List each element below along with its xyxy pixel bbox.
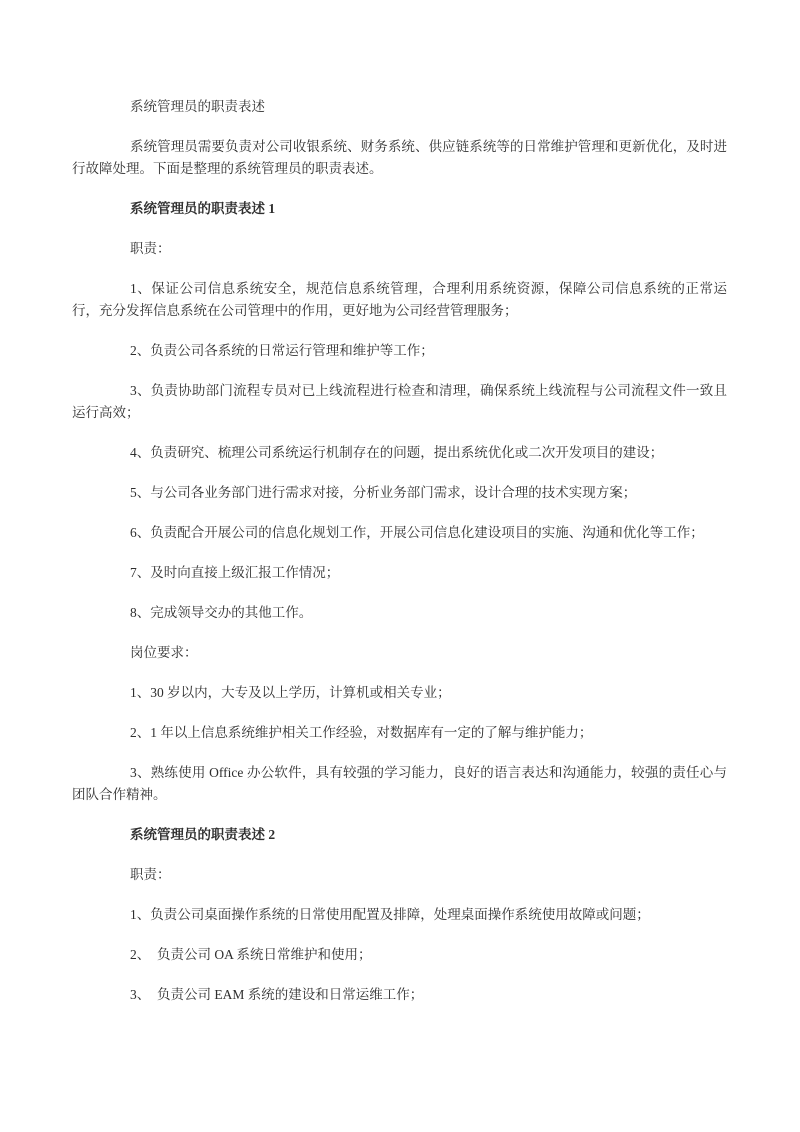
section1-duty-item: 3、负责协助部门流程专员对已上线流程进行检查和清理，确保系统上线流程与公司流程文件一致且运行高效； xyxy=(72,383,727,420)
section1-duties-label: 职责： xyxy=(130,241,171,256)
section1-duty-item: 7、及时向直接上级汇报工作情况； xyxy=(130,565,340,580)
section2-duty-item: 1、负责公司桌面操作系统的日常使用配置及排障，处理桌面操作系统使用故障或问题； xyxy=(130,907,650,922)
section1-duty-item: 6、负责配合开展公司的信息化规划工作，开展公司信息化建设项目的实施、沟通和优化等工作； xyxy=(130,525,704,540)
section1-duty-item: 1、保证公司信息系统安全，规范信息系统管理，合理利用系统资源，保障公司信息系统的正常运行，充分发挥信息系统在公司管理中的作用，更好地为公司经营管理服务； xyxy=(72,281,727,318)
section2-duty-item: 2、 负责公司 OA 系统日常维护和使用； xyxy=(130,947,372,962)
doc-title: 系统管理员的职责表述 xyxy=(130,99,265,114)
section1-duty-item: 4、负责研究、梳理公司系统运行机制存在的问题，提出系统优化或二次开发项目的建设； xyxy=(130,445,664,460)
section2-heading: 系统管理员的职责表述 2 xyxy=(130,827,276,842)
intro-paragraph: 系统管理员需要负责对公司收银系统、财务系统、供应链系统等的日常维护管理和更新优化，及时进行故障处理。下面是整理的系统管理员的职责表述。 xyxy=(72,139,727,176)
section1-requirements-label: 岗位要求： xyxy=(130,645,198,660)
section1-requirement-item: 1、30 岁以内，大专及以上学历，计算机或相关专业； xyxy=(130,685,451,700)
section1-duty-item: 2、负责公司各系统的日常运行管理和维护等工作； xyxy=(130,343,434,358)
section1-requirement-item: 3、熟练使用 Office 办公软件，具有较强的学习能力，良好的语言表达和沟通能力，较强的责任心与团队合作精神。 xyxy=(72,765,727,802)
section1-duty-item: 5、与公司各业务部门进行需求对接，分析业务部门需求，设计合理的技术实现方案； xyxy=(130,485,637,500)
section1-requirement-item: 2、1 年以上信息系统维护相关工作经验，对数据库有一定的了解与维护能力； xyxy=(130,725,593,740)
section2-duty-item: 3、 负责公司 EAM 系统的建设和日常运维工作； xyxy=(130,987,424,1002)
section2-duties-label: 职责： xyxy=(130,867,171,882)
section1-heading: 系统管理员的职责表述 1 xyxy=(130,201,276,216)
section1-duty-item: 8、完成领导交办的其他工作。 xyxy=(130,605,313,620)
